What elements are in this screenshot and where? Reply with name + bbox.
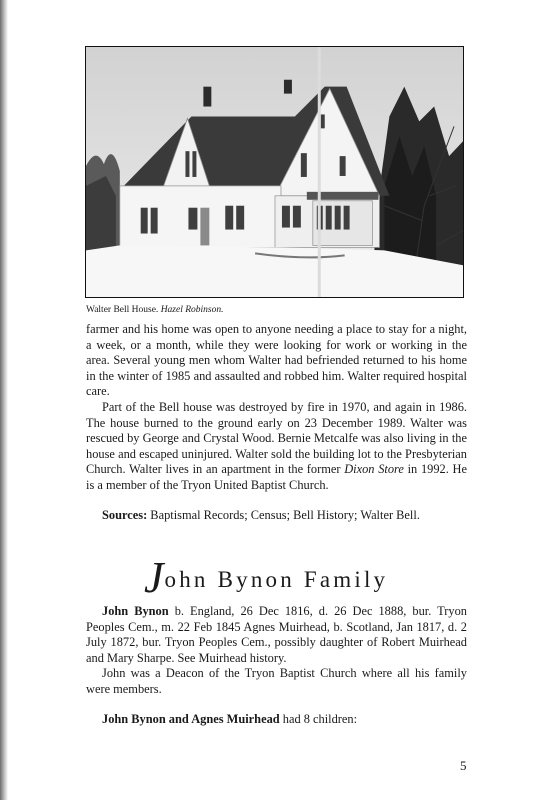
photo-credit: Hazel Robinson. <box>160 305 224 315</box>
book-spine-shadow <box>0 0 8 800</box>
paragraph-deacon: John was a Deacon of the Tryon Baptist Church where all his family were members. <box>86 666 467 696</box>
store-name: Dixon Store <box>344 462 404 477</box>
page-number: 5 <box>460 758 467 773</box>
paragraph-children: John Bynon and Agnes Muirhead had 8 children: <box>102 711 358 726</box>
house-photo-illustration <box>86 47 463 297</box>
house-photograph <box>85 46 464 298</box>
sources-label: Sources: <box>102 507 148 522</box>
person-name: John Bynon <box>102 604 169 618</box>
parents-names: John Bynon and Agnes Muirhead <box>102 711 280 726</box>
caption-text: Walter Bell House. <box>86 305 159 315</box>
section-heading <box>144 553 444 602</box>
heading-initial: J <box>144 553 164 602</box>
paragraph-fire: Part of the Bell house was destroyed by fire in 1970, and again in 1986. The house burned to the ground early on 23 December 1989. Walter was rescued by George and Crystal Wood. Bernie Metcalfe was also living in the house and escaped uninjured. Walter sold the building lot to the Presbyterian Church. Walter lives in an apartment in the former Dixon Store in 1992. He is a member of the Tryon United Baptist Church. <box>86 399 467 492</box>
family-entry-text <box>86 604 467 727</box>
paragraph-john-bynon: John Bynon b. England, 26 Dec 1816, d. 26 Dec 1888, bur. Tryon Peoples Cem., m. 22 Feb 1845 Agnes Muirhead, b. Scotland, Jan 1817, d. 2 July 1872, bur. Tryon Peoples Cem., possibly daughter of Robert Muirhead and Mary Sharpe. See Muirhead history. <box>86 604 467 665</box>
heading-rest: ohn Bynon Family <box>164 567 389 592</box>
photo-caption <box>86 304 466 316</box>
paragraph-continued: farmer and his home was open to anyone needing a place to stay for a night, a week, or a month, while they were looking for work or working in the area. Several young men whom Walter had befriended returned to his home in the winter of 1985 and assaulted and robbed him. Walter required hospital care. <box>86 322 467 399</box>
biography-text <box>86 322 467 523</box>
sources-line: Sources: Baptismal Records; Census; Bell History; Walter Bell. <box>102 507 420 522</box>
